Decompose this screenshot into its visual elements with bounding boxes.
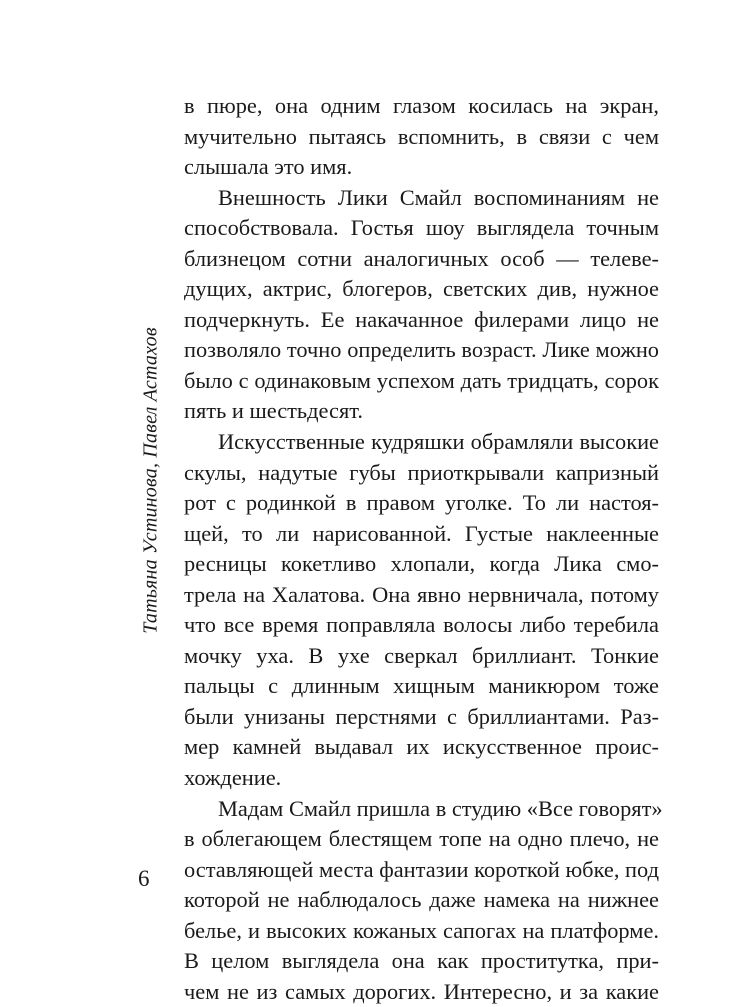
text-line: способствовала. Гостья шоу выглядела точным <box>184 215 659 241</box>
text-line: оставляющей места фантазии короткой юбке, под <box>184 856 659 882</box>
text-line: Мадам Смайл пришла в студию «Все говорят» <box>218 795 663 821</box>
text-line: скулы, надутые губы приоткрывали капризный <box>184 459 659 485</box>
text-line: были унизаны перстнями с бриллиантами. Раз- <box>184 703 659 729</box>
text-line: близнецом сотни аналогичных особ — телеве- <box>184 245 659 271</box>
text-line: позволяло точно определить возраст. Лике можно <box>184 337 659 363</box>
page-number: 6 <box>138 866 150 891</box>
text-line: щей, то ли нарисованной. Густые наклеенные <box>184 520 659 546</box>
text-line: слышала это имя. <box>184 154 353 180</box>
text-line: которой не наблюдалось даже намека на нижнее <box>184 887 659 913</box>
text-line: дущих, актрис, блогеров, светских див, нужное <box>184 276 659 302</box>
running-head-text: Татьяна Устинова, Павел Астахов <box>139 326 162 634</box>
running-head <box>136 95 166 865</box>
paragraph <box>184 91 659 183</box>
text-line: было с одинаковым успехом дать тридцать, сорок <box>184 367 659 393</box>
text-line: пять и шестьдесят. <box>184 398 363 424</box>
text-line: ресницы кокетливо хлопали, когда Лика смо- <box>184 551 659 577</box>
text-line: белье, и высоких кожаных сапогах на платформе. <box>184 917 659 943</box>
body-text <box>184 91 663 1007</box>
text-line: мер камней выдавал их искусственное проис- <box>184 734 659 760</box>
text-line: пальцы с длинным хищным маникюром тоже <box>184 673 659 699</box>
paragraph <box>184 427 659 794</box>
text-line: мучительно пытаясь вспомнить, в связи с чем <box>184 123 659 149</box>
text-line: в пюре, она одним глазом косилась на экран, <box>184 93 659 118</box>
text-line: подчеркнуть. Ее накачанное филерами лицо не <box>184 306 659 332</box>
text-line: трела на Халатова. Она явно нервничала, потому <box>184 581 659 607</box>
text-line: что все время поправляла волосы либо теребила <box>184 612 659 638</box>
text-line: хождение. <box>184 765 282 791</box>
paragraph <box>184 794 663 1007</box>
text-line: Внешность Лики Смайл воспоминаниям не <box>218 184 659 210</box>
paragraph <box>184 183 659 427</box>
text-line: В целом выглядела она как проститутка, при- <box>184 948 659 974</box>
text-line: мочку уха. В ухе сверкал бриллиант. Тонкие <box>184 642 659 668</box>
text-line: Искусственные кудряшки обрамляли высокие <box>218 429 659 455</box>
text-line: в облегающем блестящем топе на одно плечо, не <box>184 826 659 852</box>
text-line: рот с родинкой в правом уголке. То ли настоя- <box>184 490 659 516</box>
text-line: чем не из самых дорогих. Интересно, и за какие <box>184 978 659 1004</box>
